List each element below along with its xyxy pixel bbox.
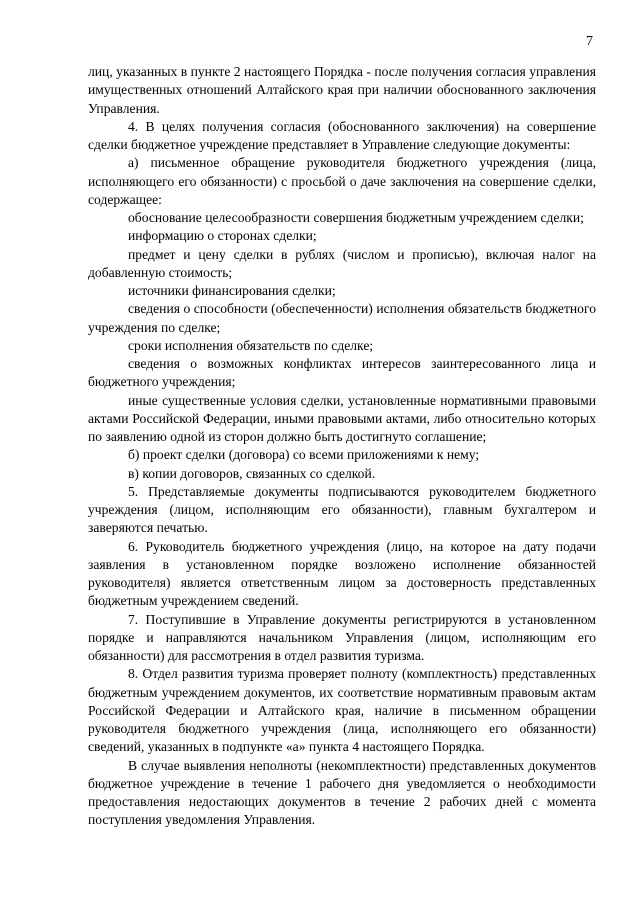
paragraph-list-item: сведения о способности (обеспеченности) исполнения обязательств бюджетного учреждения по сделке; — [88, 301, 596, 335]
paragraph-list-item: иные существенные условия сделки, установленные нормативными правовыми актами Российской Федерации, иными правовыми актами, либо относительно которых по заявлению одной из сторон должно быть достигнуто соглашение; — [88, 392, 596, 444]
paragraph-item-8: 8. Отдел развития туризма проверяет полноту (комплектность) представленных бюджетным учреждением документов, их соответствие нормативным правовым актам Российской Федерации и Алтайского края, наличие в письменном обращении руководителя бюджетного учреждения (лица, исполняющего его обязанности) сведений, указанных в подпункте «а» пункта 4 настоящего Порядка. — [88, 666, 596, 755]
paragraph-subitem-a: а) письменное обращение руководителя бюджетного учреждения (лица, исполняющего его обязанности) с просьбой о даче заключения на совершение сделки, содержащее: — [88, 155, 596, 207]
paragraph-item-6: 6. Руководитель бюджетного учреждения (лицо, на которое на дату подачи заявления в установленном порядке возложено исполнение обязанностей руководителя) является ответственным лицом за достоверность представленных бюджетным учреждением сведений. — [88, 538, 596, 609]
paragraph-subitem-b: б) проект сделки (договора) со всеми приложениями к нему; — [128, 447, 480, 463]
paragraph-incompleteness: В случае выявления неполноты (некомплектности) представленных документов бюджетное учреждение в течение 1 рабочего дня уведомляется о необходимости предоставления недостающих документов в течение 2 рабочих дней с момента поступления уведомления Управления. — [88, 757, 596, 828]
paragraph-continuation: лиц, указанных в пункте 2 настоящего Порядка - после получения согласия управления имущественных отношений Алтайского края при наличии обоснованного заключения Управления. — [88, 64, 596, 116]
paragraph-item-7: 7. Поступившие в Управление документы регистрируются в установленном порядке и направляются начальником Управления (лицом, исполняющим его обязанности) для рассмотрения в отдел развития туризма. — [88, 611, 596, 663]
paragraph-list-item: сроки исполнения обязательств по сделке; — [128, 337, 374, 353]
paragraph-list-item: предмет и цену сделки в рублях (числом и прописью), включая налог на добавленную стоимость; — [88, 246, 596, 280]
page-number: 7 — [586, 34, 593, 49]
paragraph-list-item: информацию о сторонах сделки; — [128, 228, 317, 244]
paragraph-list-item: сведения о возможных конфликтах интересов заинтересованного лица и бюджетного учреждения; — [88, 356, 596, 390]
paragraph-item-4: 4. В целях получения согласия (обоснованного заключения) на совершение сделки бюджетное учреждение представляет в Управление следующие документы: — [88, 118, 596, 152]
paragraph-item-5: 5. Представляемые документы подписываются руководителем бюджетного учреждения (лицом, исполняющим его обязанности), главным бухгалтером и заверяются печатью. — [88, 483, 596, 536]
paragraph-list-item: источники финансирования сделки; — [128, 283, 336, 298]
paragraph-subitem-v: в) копии договоров, связанных со сделкой. — [128, 465, 376, 481]
paragraph-list-item: обоснование целесообразности совершения бюджетным учреждением сделки; — [128, 210, 584, 225]
document-body — [88, 63, 596, 830]
